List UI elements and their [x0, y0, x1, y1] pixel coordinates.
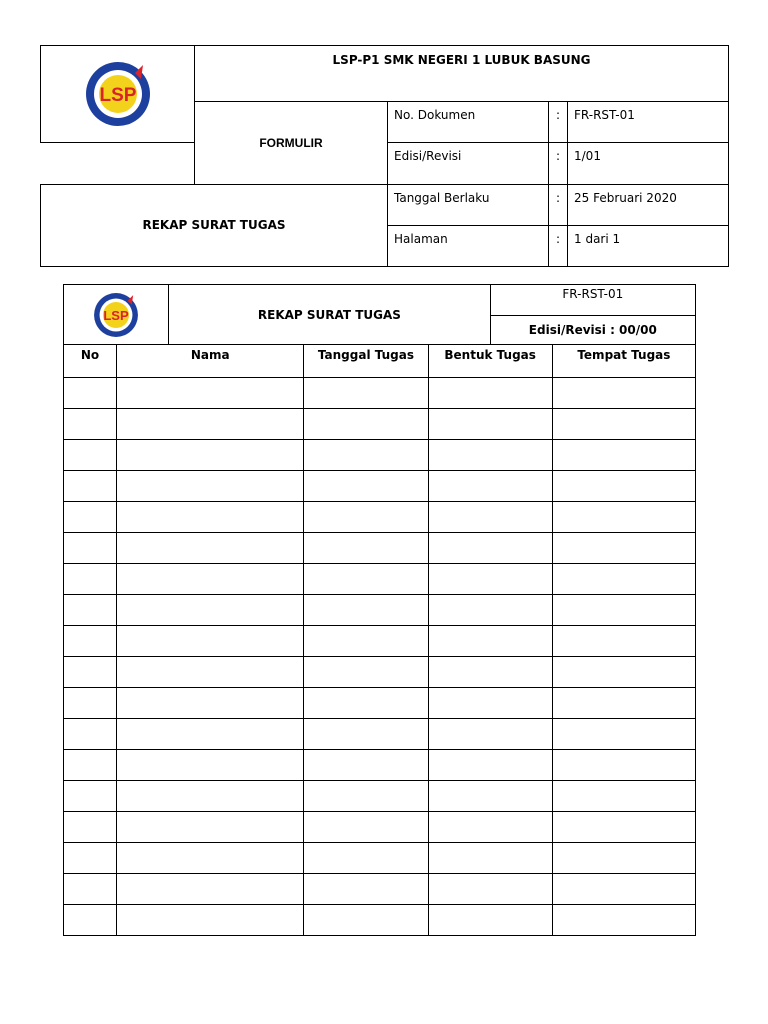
cell-no[interactable]: [64, 657, 117, 688]
cell-place[interactable]: [552, 626, 695, 657]
table-row: [64, 533, 696, 564]
cell-place[interactable]: [552, 440, 695, 471]
table-row: [64, 502, 696, 533]
recap-table: [63, 284, 696, 936]
table-row: [64, 750, 696, 781]
cell-place[interactable]: [552, 843, 695, 874]
table-row: [64, 657, 696, 688]
cell-form[interactable]: [428, 657, 552, 688]
cell-no[interactable]: [64, 440, 117, 471]
cell-date[interactable]: [304, 409, 428, 440]
cell-name[interactable]: [117, 440, 304, 471]
cell-date[interactable]: [304, 626, 428, 657]
col-header-no: No: [64, 345, 117, 378]
cell-place[interactable]: [552, 688, 695, 719]
recap-logo-cell: [64, 285, 169, 345]
recap-code: FR-RST-01: [490, 285, 695, 316]
cell-place[interactable]: [552, 657, 695, 688]
table-row: [64, 719, 696, 750]
cell-date[interactable]: [304, 471, 428, 502]
cell-place[interactable]: [552, 409, 695, 440]
document-title: REKAP SURAT TUGAS: [41, 184, 388, 266]
cell-place[interactable]: [552, 533, 695, 564]
table-row: [64, 409, 696, 440]
recap-title: REKAP SURAT TUGAS: [169, 285, 491, 345]
cell-name[interactable]: [117, 502, 304, 533]
logo-text: LSP: [99, 85, 136, 107]
cell-date[interactable]: [304, 874, 428, 905]
cell-no[interactable]: [64, 688, 117, 719]
cell-name[interactable]: [117, 471, 304, 502]
col-header-place: Tempat Tugas: [552, 345, 695, 378]
cell-name[interactable]: [117, 781, 304, 812]
lsp-logo: [41, 59, 194, 129]
cell-no[interactable]: [64, 843, 117, 874]
cell-date[interactable]: [304, 843, 428, 874]
cell-date[interactable]: [304, 719, 428, 750]
cell-place[interactable]: [552, 595, 695, 626]
meta-colon: :: [549, 143, 568, 184]
cell-place[interactable]: [552, 905, 695, 936]
meta-colon: :: [549, 225, 568, 266]
cell-date[interactable]: [304, 378, 428, 409]
col-header-date: Tanggal Tugas: [304, 345, 428, 378]
table-row: [64, 905, 696, 936]
cell-date[interactable]: [304, 750, 428, 781]
meta-colon: :: [549, 184, 568, 225]
cell-date[interactable]: [304, 502, 428, 533]
form-label: FORMULIR: [195, 102, 388, 184]
table-row: [64, 688, 696, 719]
cell-name[interactable]: [117, 874, 304, 905]
cell-date[interactable]: [304, 595, 428, 626]
cell-no[interactable]: [64, 812, 117, 843]
cell-form[interactable]: [428, 719, 552, 750]
cell-name[interactable]: [117, 688, 304, 719]
cell-date[interactable]: [304, 688, 428, 719]
logo-text: LSP: [103, 307, 129, 323]
col-header-form: Bentuk Tugas: [428, 345, 552, 378]
cell-name[interactable]: [117, 595, 304, 626]
table-row: [64, 874, 696, 905]
cell-form[interactable]: [428, 533, 552, 564]
header-logo-cell: [41, 46, 195, 143]
meta-value-effective-date: 25 Februari 2020: [568, 184, 729, 225]
table-row: [64, 471, 696, 502]
cell-date[interactable]: [304, 812, 428, 843]
cell-form[interactable]: [428, 843, 552, 874]
meta-label-doc-no: No. Dokumen: [388, 102, 549, 143]
cell-no[interactable]: [64, 595, 117, 626]
table-row: [64, 564, 696, 595]
cell-form[interactable]: [428, 409, 552, 440]
cell-name[interactable]: [117, 719, 304, 750]
cell-place[interactable]: [552, 564, 695, 595]
cell-date[interactable]: [304, 905, 428, 936]
col-header-name: Nama: [117, 345, 304, 378]
meta-value-edition: 1/01: [568, 143, 729, 184]
document-header: [40, 45, 729, 267]
meta-value-page: 1 dari 1: [568, 225, 729, 266]
cell-name[interactable]: [117, 626, 304, 657]
cell-no[interactable]: [64, 781, 117, 812]
cell-no[interactable]: [64, 905, 117, 936]
table-row: [64, 626, 696, 657]
cell-name[interactable]: [117, 905, 304, 936]
cell-name[interactable]: [117, 409, 304, 440]
cell-name[interactable]: [117, 750, 304, 781]
cell-form[interactable]: [428, 905, 552, 936]
cell-place[interactable]: [552, 781, 695, 812]
meta-value-doc-no: FR-RST-01: [568, 102, 729, 143]
cell-date[interactable]: [304, 781, 428, 812]
cell-form[interactable]: [428, 378, 552, 409]
cell-name[interactable]: [117, 564, 304, 595]
cell-place[interactable]: [552, 719, 695, 750]
cell-form[interactable]: [428, 502, 552, 533]
cell-form[interactable]: [428, 595, 552, 626]
table-row: [64, 595, 696, 626]
cell-no[interactable]: [64, 409, 117, 440]
cell-place[interactable]: [552, 812, 695, 843]
cell-place[interactable]: [552, 874, 695, 905]
cell-no[interactable]: [64, 471, 117, 502]
cell-place[interactable]: [552, 502, 695, 533]
table-row: [64, 440, 696, 471]
cell-name[interactable]: [117, 378, 304, 409]
table-row: [64, 812, 696, 843]
institution-name: LSP-P1 SMK NEGERI 1 LUBUK BASUNG: [195, 46, 729, 102]
cell-name[interactable]: [117, 657, 304, 688]
cell-date[interactable]: [304, 440, 428, 471]
cell-form[interactable]: [428, 564, 552, 595]
lsp-logo: [64, 291, 168, 339]
cell-place[interactable]: [552, 471, 695, 502]
recap-edition: Edisi/Revisi : 00/00: [490, 316, 695, 345]
cell-date[interactable]: [304, 564, 428, 595]
recap-body: [64, 378, 696, 936]
cell-date[interactable]: [304, 533, 428, 564]
cell-no[interactable]: [64, 502, 117, 533]
cell-no[interactable]: [64, 750, 117, 781]
cell-no[interactable]: [64, 719, 117, 750]
cell-form[interactable]: [428, 626, 552, 657]
cell-form[interactable]: [428, 471, 552, 502]
cell-form[interactable]: [428, 750, 552, 781]
cell-place[interactable]: [552, 378, 695, 409]
meta-colon: :: [549, 102, 568, 143]
cell-name[interactable]: [117, 812, 304, 843]
table-row: [64, 843, 696, 874]
cell-name[interactable]: [117, 533, 304, 564]
cell-form[interactable]: [428, 440, 552, 471]
cell-place[interactable]: [552, 750, 695, 781]
cell-no[interactable]: [64, 874, 117, 905]
table-row: [64, 781, 696, 812]
cell-no[interactable]: [64, 564, 117, 595]
cell-name[interactable]: [117, 843, 304, 874]
cell-no[interactable]: [64, 533, 117, 564]
meta-label-page: Halaman: [388, 225, 549, 266]
cell-form[interactable]: [428, 874, 552, 905]
column-header-row: [64, 345, 696, 378]
table-row: [64, 378, 696, 409]
meta-label-edition: Edisi/Revisi: [388, 143, 549, 184]
cell-form[interactable]: [428, 781, 552, 812]
cell-no[interactable]: [64, 378, 117, 409]
cell-date[interactable]: [304, 657, 428, 688]
cell-no[interactable]: [64, 626, 117, 657]
cell-form[interactable]: [428, 812, 552, 843]
cell-form[interactable]: [428, 688, 552, 719]
meta-label-effective-date: Tanggal Berlaku: [388, 184, 549, 225]
